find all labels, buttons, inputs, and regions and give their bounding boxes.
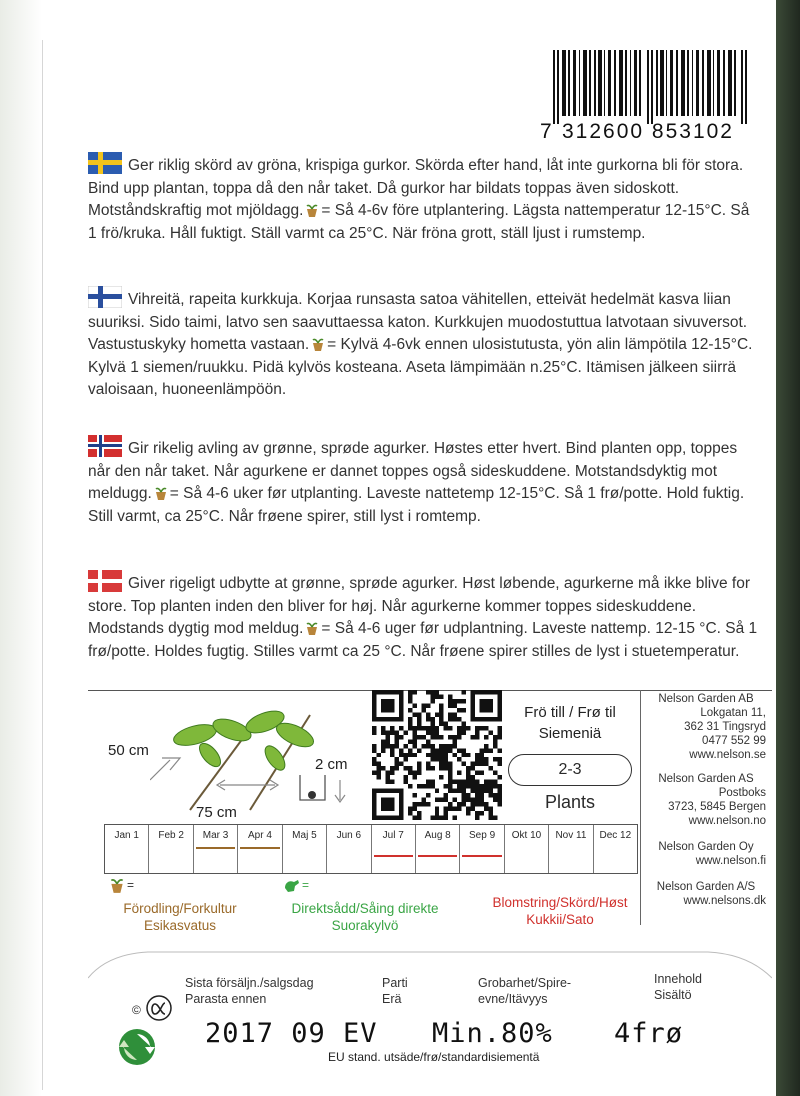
month-label: Mar 3	[202, 830, 229, 841]
month-label: Feb 2	[158, 830, 184, 841]
month-label: Maj 5	[292, 830, 317, 841]
eu-standard-note: EU stand. utsäde/frø/standardisiementä	[328, 1050, 540, 1064]
month-cell	[327, 825, 371, 873]
depth-label: 2 cm	[315, 756, 348, 773]
legend-blomstring: Blomstring/Skörd/Høst Kukkii/Sato	[492, 895, 628, 927]
month-cell	[149, 825, 193, 873]
month-label: Jan 1	[114, 830, 139, 841]
address-se: Nelson Garden AB Lokgatan 11, 362 31 Tingsryd 0477 552 99 www.nelson.se	[658, 693, 766, 761]
month-label: Okt 10	[511, 830, 542, 841]
pot-icon	[305, 620, 319, 636]
month-label: Apr 4	[248, 830, 272, 841]
batch-code: EV	[343, 1018, 378, 1049]
legend-direkt: Direktsådd/Såing direkte Suorakylvö	[291, 901, 439, 933]
forkultur-bar	[240, 847, 279, 849]
background-right	[776, 0, 800, 1096]
sowing-count: 2-3	[508, 754, 632, 786]
description-no: Gir rikelig avling av grønne, sprøde agurker. Høstes etter hvert. Bind planten opp, toppes når den når taket. Når agurkene er dannet toppes også sideskuddene. Motstandsdyktig mot meldugg. = Så 4-6 uker før utplanting. Laveste nattetemp 12-15°C. Så 1 frø/potte. Hold fuktig. Still varmt, ca 25°C. Når frøene spirer, still lyst i romtemp.	[88, 435, 760, 528]
month-cell	[283, 825, 327, 873]
address-fi: Nelson Garden Oy www.nelson.fi	[658, 841, 766, 867]
blomstring-bar	[418, 855, 457, 857]
copyright-mark: ©	[132, 1003, 141, 1017]
background-left	[0, 0, 42, 1096]
height-label: 50 cm	[108, 742, 149, 759]
swedish-flag-icon	[88, 152, 122, 174]
blomstring-bar	[374, 855, 413, 857]
green-dot-recycling-icon	[118, 1028, 156, 1066]
danish-flag-icon	[88, 570, 122, 592]
address-no: Nelson Garden AS Postboks 3723, 5845 Bergen www.nelson.no	[658, 773, 766, 827]
description-fi: Vihreitä, rapeita kurkkuja. Korjaa runsasta satoa vähitellen, etteivät hedelmät kasva liian suuriksi. Sido taimi, latvo sen saavuttaessa katon. Kurkkujen muodostuttua latvotaan sivuversot. Vastustuskyky hometta vastaan. = Kylvä 4-6vk ennen ulosistutusta, yön alin lämpötila 12-15°C. Kylvä 1 siemen/ruukku. Pidä kylvös kosteana. Aseta lämpimään n.25°C. Itämisen jälkeen siirrä valoisaan, huoneenlämpöön.	[88, 286, 760, 402]
month-cell	[416, 825, 460, 873]
legend-equals: =	[127, 878, 135, 892]
footer-parti: Parti Erä	[382, 976, 408, 1006]
month-cell	[505, 825, 549, 873]
footer-grobarhet: Grobarhet/Spire- evne/Itävyys	[478, 976, 572, 1006]
germination-rate: Min.80%	[432, 1018, 553, 1049]
pot-icon	[305, 202, 319, 218]
month-cell	[594, 825, 637, 873]
month-label: Nov 11	[555, 830, 587, 841]
norwegian-flag-icon	[88, 435, 122, 457]
month-cell	[105, 825, 149, 873]
hand-sowing-icon	[282, 876, 302, 894]
pot-icon	[154, 485, 168, 501]
month-label: Sep 9	[469, 830, 496, 841]
month-cell	[194, 825, 238, 873]
pot-icon	[311, 336, 325, 352]
sowing-title: Frö till / Frø til Siemeniä	[524, 704, 616, 742]
month-cell	[238, 825, 282, 873]
pot-icon	[108, 876, 126, 894]
panel-divider	[640, 690, 641, 925]
legend-forkultur: Förodling/Forkultur Esikasvatus	[123, 901, 237, 933]
forkultur-bar	[196, 847, 235, 849]
address-dk: Nelson Garden A/S www.nelsons.dk	[656, 881, 766, 907]
barcode-first-digit: 7	[540, 120, 552, 143]
month-label: Jun 6	[336, 830, 362, 841]
blomstring-bar	[462, 855, 501, 857]
legend-equals: =	[302, 878, 310, 892]
month-label: Aug 8	[424, 830, 451, 841]
barcode	[553, 50, 749, 124]
sowing-unit: Plants	[544, 792, 596, 812]
month-cell	[549, 825, 593, 873]
best-before-date: 2017 09	[205, 1018, 326, 1049]
description-sv: Ger riklig skörd av gröna, krispiga gurkor. Skörda efter hand, låt inte gurkorna bli för stora. Bind upp plantan, toppa då den når taket. Då gurkor har bildats toppas även sidoskott. Motståndskraftig mot mjöldagg. = Så 4-6v före utplantering. Lägsta nattemperatur 12-15°C. Så 1 frö/kruka. Håll fuktigt. Ställ varmt ca 25°C. När fröna grott, ställ ljust i rumstemp.	[88, 152, 760, 245]
footer-innehold: Innehold Sisältö	[654, 972, 702, 1002]
finnish-flag-icon	[88, 286, 122, 308]
month-label: Jul 7	[382, 830, 404, 841]
footer-sista: Sista försäljn./salgsdag Parasta ennen	[185, 976, 314, 1006]
month-label: Dec 12	[599, 830, 632, 841]
sowing-calendar	[104, 824, 638, 874]
month-cell	[460, 825, 504, 873]
barcode-digits: 312600 853102	[562, 120, 734, 143]
spacing-label: 75 cm	[196, 804, 237, 821]
seed-count: 4frø	[614, 1018, 684, 1049]
qr-code	[372, 690, 502, 820]
month-cell	[372, 825, 416, 873]
description-da: Giver rigeligt udbytte at grønne, sprøde agurker. Høst løbende, agurkerne må ikke blive for store. Top planten inden den bliver for høj. Når agurkerne kommer toppes sideskuddene. Modstands dygtig mod meldug. = Så 4-6 uger før udplantning. Laveste nattemp. 12-15 °C. Så 1 frø/potte. Holdes fugtig. Stilles varmt ca 25 °C. Når frøene spirer stilles de lyst i stuetemperatur.	[88, 570, 760, 663]
alpha-logo-icon	[144, 994, 174, 1022]
